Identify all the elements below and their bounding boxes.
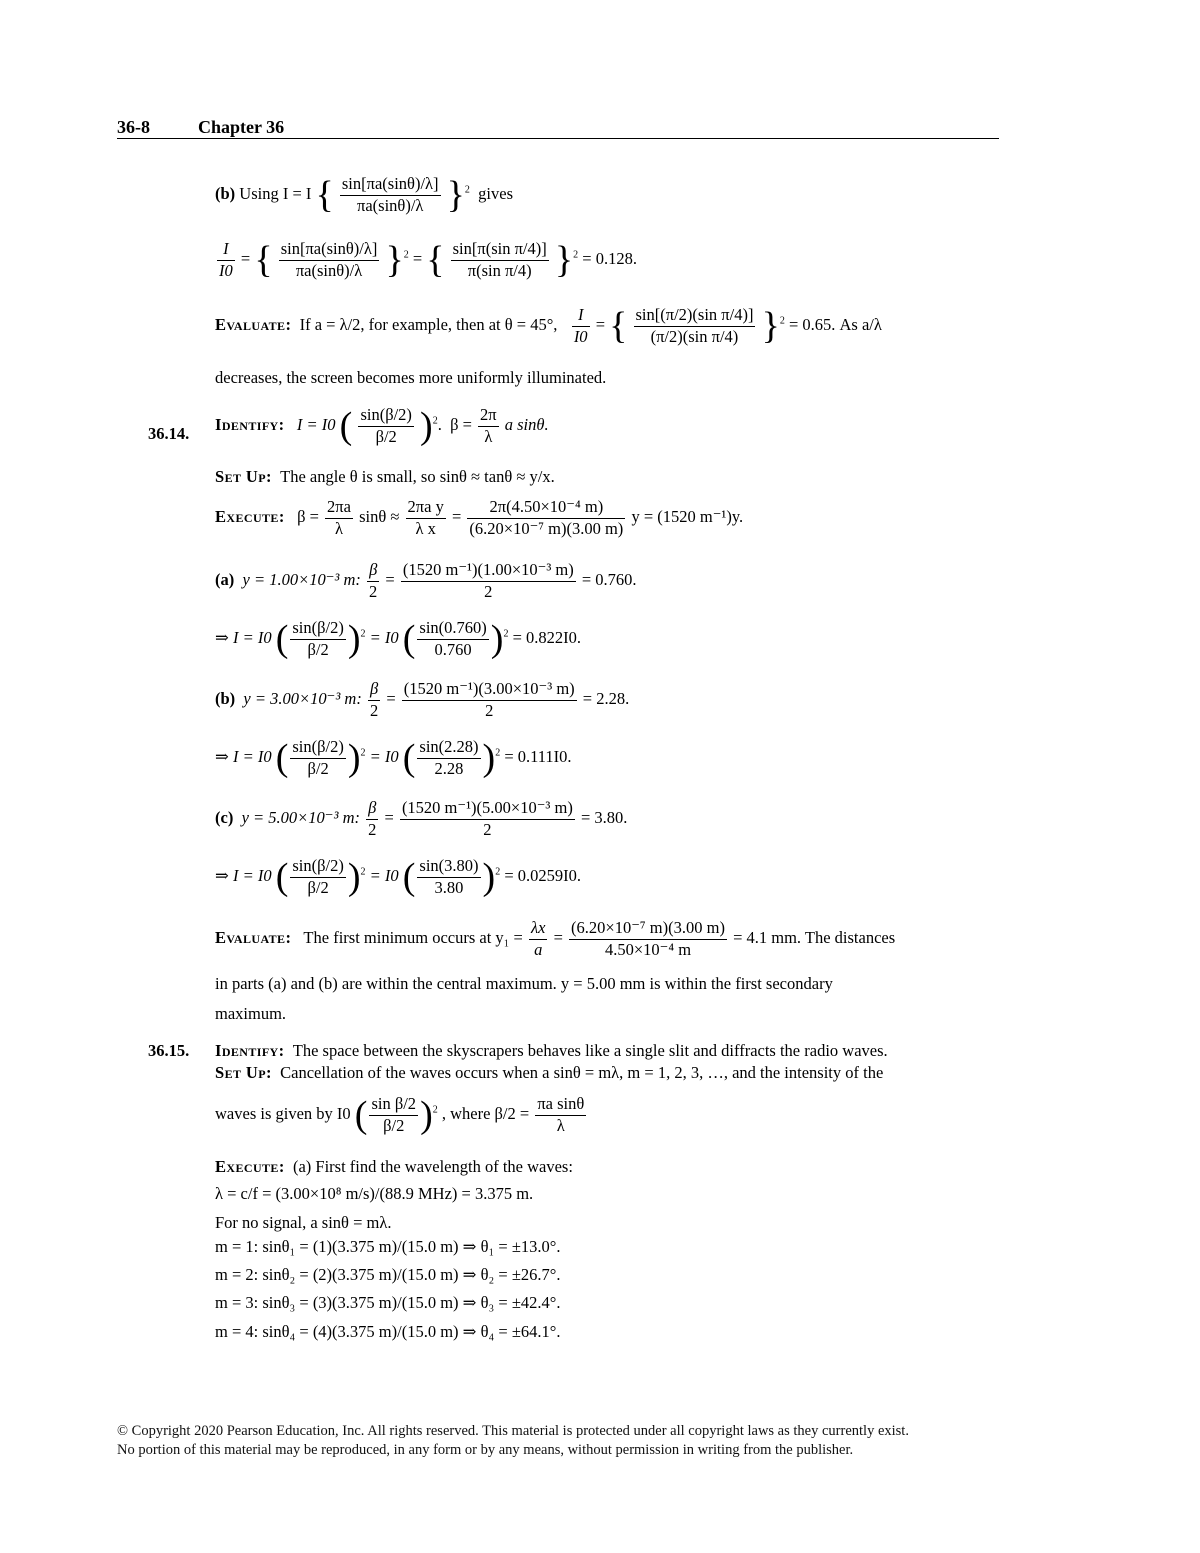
- p3615-m4: m = 4: sinθ₄ = (4)(3.375 m)/(15.0 m) ⇒ θ₄ = ±64.1°.: [215, 1322, 561, 1341]
- p3615-nosignal: For no signal, a sinθ = mλ.: [215, 1213, 392, 1232]
- p3614-part-b-intensity: ⇒ I = I0 ( $\frac{\sin(\beta/2)}{\beta/2}$ )$^2$ = I0 ( $\frac{\sin(2.28)}{2.28}$ )$^2$ = 0.111I0.: [215, 737, 572, 780]
- page-number: 36-8: [117, 117, 150, 137]
- p3614-evaluate-line3: maximum.: [215, 1004, 287, 1023]
- p3614-part-c-intensity: ⇒ I = I0 ( $\frac{\sin(\beta/2)}{\beta/2}$ )$^2$ = I0 ( $\frac{\sin(3.80)}{3.80}$ )$^2$ = 0.0259I0.: [215, 856, 582, 899]
- p3614-evaluate: Evaluate: The first minimum occurs at y₁ = $\frac{\lambda x}{a}$ = $\frac{\text{(6.20×10⁻⁷ m)(3.00 m)}}{\text{4.50×10⁻⁴ m}}$ = 4.1 mm. The distances: [215, 918, 896, 959]
- problem-number-3615: 36.15.: [148, 1041, 190, 1060]
- problem-number-3614: 36.14.: [148, 424, 190, 443]
- part-b-line2: $\frac{I}{I0}$ = { $\frac{\sin[\pi a(\sin\theta)/\lambda]}{\pi a(\sin\theta)/\lambda}$ }$^2$ = { $\frac{\text{sin[π(sin π/4)]}}{\text{π(sin π/4)}}$ }$^2$ = 0.128.: [219, 239, 637, 282]
- part-b-result: = 0.128.: [582, 248, 637, 268]
- p3615-m2: m = 2: sinθ₂ = (2)(3.375 m)/(15.0 m) ⇒ θ₂ = ±26.7°.: [215, 1265, 561, 1284]
- part-b-fraction: $\frac{\sin[\pi a(\sin\theta)/\lambda]}{\pi a(\sin\theta)/\lambda}$: [341, 174, 439, 215]
- chapter-title: Chapter 36: [198, 117, 285, 137]
- p3615-setup: Set Up: Cancellation of the waves occurs when a sinθ = mλ, m = 1, 2, 3, …, and the intensity of the: [215, 1063, 884, 1082]
- part-b-label: (b): [215, 183, 236, 203]
- p3615-execute: Execute: (a) First find the wavelength of the waves:: [215, 1157, 573, 1176]
- p3615-waves: waves is given by I0 ( $\frac{\text{sin β/2}}{\beta/2}$ )$^2$ , where β/2 = $\frac{\text{πa sinθ}}{\lambda}$: [215, 1094, 585, 1137]
- p3615-lambda: λ = c/f = (3.00×10⁸ m/s)/(88.9 MHz) = 3.375 m.: [215, 1184, 534, 1203]
- header-rule: [117, 138, 999, 139]
- p3614-setup: Set Up: The angle θ is small, so sinθ ≈ tanθ ≈ y/x.: [215, 467, 555, 486]
- part-b-gives: gives: [478, 183, 513, 203]
- p3614-part-a-intensity: ⇒ I = I0 ( $\frac{\sin(\beta/2)}{\beta/2}$ )$^2$ = I0 ( $\frac{\sin(0.760)}{0.760}$ )$^2$ = 0.822I0.: [215, 618, 582, 661]
- p3614-identify: Identify: I = I0 ( $\frac{\sin(\beta/2)}{\beta/2}$ )$^2$. β = $\frac{2\pi}{\lambda}$ a sinθ.: [215, 405, 549, 448]
- part-b-line1: (b) Using I = I { $\frac{\sin[\pi a(\sin\theta)/\lambda]}{\pi a(\sin\theta)/\lambda}$ }$^2$ gives: [215, 174, 513, 217]
- evaluate-label: Evaluate:: [215, 314, 292, 334]
- part-b-evaluate-line2: decreases, the screen becomes more uniformly illuminated.: [215, 368, 607, 387]
- p3615-m3: m = 3: sinθ₃ = (3)(3.375 m)/(15.0 m) ⇒ θ₃ = ±42.4°.: [215, 1293, 561, 1312]
- p3614-part-c-calc: (c) y = 5.00×10⁻³ m: $\frac{\beta}{2}$ = $\frac{\text{(1520 m⁻¹)(5.00×10⁻³ m)}}{2}$ = 3.80.: [215, 798, 628, 839]
- p3615-m1: m = 1: sinθ₁ = (1)(3.375 m)/(15.0 m) ⇒ θ₁ = ±13.0°.: [215, 1237, 561, 1256]
- p3615-identify: Identify: The space between the skyscrapers behaves like a single slit and diffracts the radio waves.: [215, 1041, 888, 1060]
- p3614-execute: Execute: β = $\frac{2\pi a}{\lambda}$ sinθ ≈ $\frac{\text{2πa y}}{\text{λ x}}$ = $\frac{\text{2π(4.50×10⁻⁴ m)}}{\text{(6.20×10⁻⁷ m)(3.00 m)}}$ y = (1520 m⁻¹)y.: [215, 497, 744, 538]
- copyright-line1: © Copyright 2020 Pearson Education, Inc. All rights reserved. This material is protected under all copyright laws as they currently exist.: [117, 1423, 909, 1439]
- p3614-evaluate-line2: in parts (a) and (b) are within the central maximum. y = 5.00 mm is within the first secondary: [215, 974, 833, 993]
- part-b-evaluate: Evaluate: If a = λ/2, for example, then at θ = 45°, $\frac{I}{I0}$ = { $\frac{\text{sin[(π/2)(sin π/4)]}}{\text{(π/2)(sin π/4)}}$ }$^2$ = 0.65. As a/λ: [215, 305, 882, 348]
- p3614-part-a-calc: (a) y = 1.00×10⁻³ m: $\frac{\beta}{2}$ = $\frac{\text{(1520 m⁻¹)(1.00×10⁻³ m)}}{2}$ = 0.760.: [215, 560, 637, 601]
- part-b-using: Using I = I: [239, 183, 312, 203]
- copyright-line2: No portion of this material may be reproduced, in any form or by any means, without permission in writing from the publisher.: [117, 1442, 854, 1458]
- p3614-part-b-calc: (b) y = 3.00×10⁻³ m: $\frac{\beta}{2}$ = $\frac{\text{(1520 m⁻¹)(3.00×10⁻³ m)}}{2}$ = 2.28.: [215, 679, 630, 720]
